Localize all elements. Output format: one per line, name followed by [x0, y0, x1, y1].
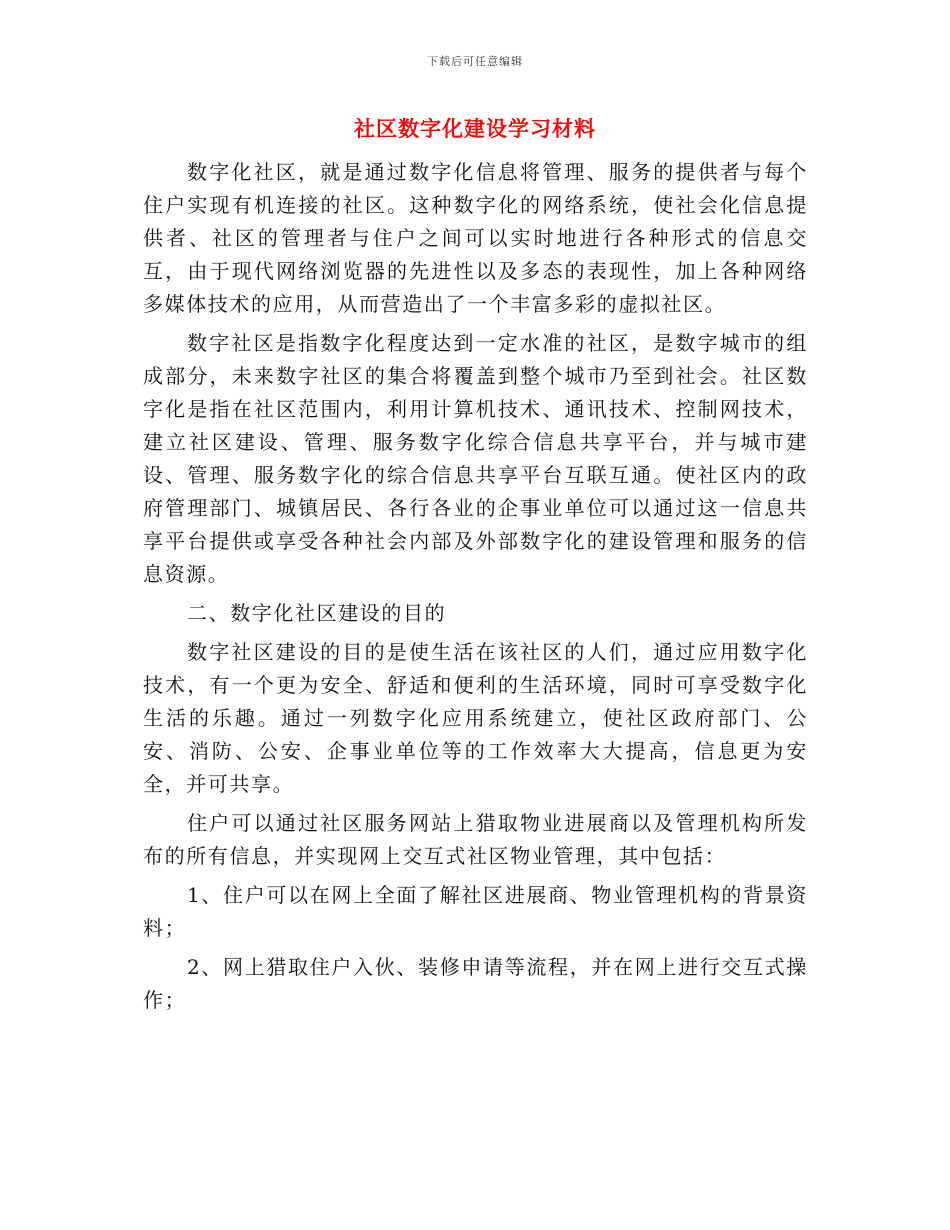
document-body	[143, 156, 808, 1023]
document-title: 社区数字化建设学习材料	[354, 116, 596, 141]
list-item-1: 1、住户可以在网上全面了解社区进展商、物业管理机构的背景资料；	[143, 883, 808, 940]
header-note: 下载后可任意编辑	[427, 55, 523, 68]
paragraph-intro: 数字化社区，就是通过数字化信息将管理、服务的提供者与每个住户实现有机连接的社区。这种数字化的网络系统，使社会化信息提供者、社区的管理者与住户之间可以实时地进行各种形式的信息交互，由于现代网络浏览器的先进性以及多态的表现性，加上各种网络多媒体技术的应用，从而营造出了一个丰富多彩的虚拟社区。	[143, 160, 808, 316]
paragraph-residents: 住户可以通过社区服务网站上猎取物业进展商以及管理机构所发布的所有信息，并实现网上交互式社区物业管理，其中包括：	[143, 811, 808, 868]
paragraph-definition: 数字社区是指数字化程度达到一定水准的社区，是数字城市的组成部分，未来数字社区的集合将覆盖到整个城市乃至到社会。社区数字化是指在社区范围内，利用计算机技术、通讯技术、控制网技术，建立社区建设、管理、服务数字化综合信息共享平台，并与城市建设、管理、服务数字化的综合信息共享平台互联互通。使社区内的政府管理部门、城镇居民、各行各业的企事业单位可以通过这一信息共享平台提供或享受各种社会内部及外部数字化的建设管理和服务的信息资源。	[143, 331, 808, 586]
paragraph-purpose: 数字社区建设的目的是使生活在该社区的人们，通过应用数字化技术，有一个更为安全、舒适和便利的生活环境，同时可享受数字化生活的乐趣。通过一列数字化应用系统建立，使社区政府部门、公安、消防、公安、企事业单位等的工作效率大大提高，信息更为安全，并可共享。	[143, 640, 808, 796]
section-heading-purpose: 二、数字化社区建设的目的	[187, 601, 447, 625]
list-item-2: 2、网上猎取住户入伙、装修申请等流程，并在网上进行交互式操作；	[143, 955, 808, 1012]
